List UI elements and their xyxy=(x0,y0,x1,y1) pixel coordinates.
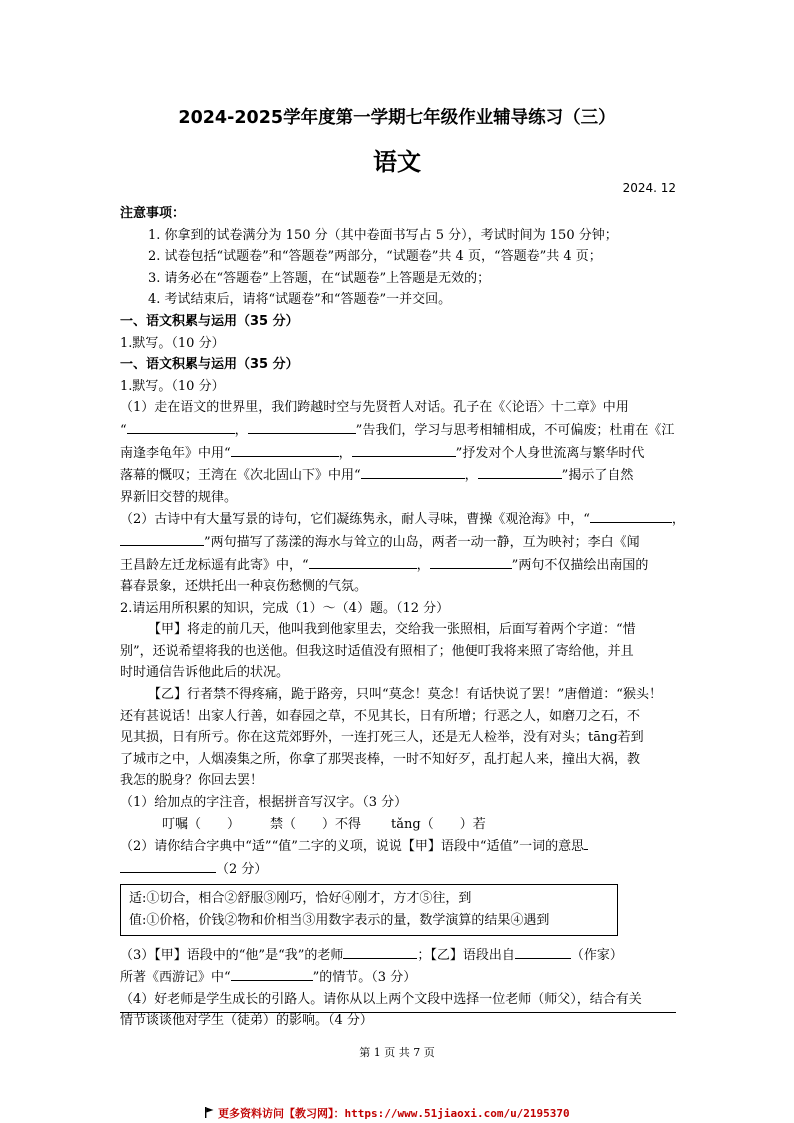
answer-blank[interactable] xyxy=(231,966,313,981)
q2-sub3 xyxy=(120,944,676,967)
notice-item: 4. 考试结束后，请将“试题卷”和“答题卷”一并交回。 xyxy=(148,292,452,308)
question-1-stem: 1.默写。（10 分） xyxy=(120,335,225,351)
answer-blank[interactable] xyxy=(309,554,417,569)
text: 南逢李龟年》中用“ xyxy=(120,445,231,461)
q1-2-line3 xyxy=(120,554,676,577)
answer-blank[interactable] xyxy=(361,464,465,479)
answer-blank[interactable] xyxy=(478,464,562,479)
footer-link[interactable] xyxy=(204,1105,570,1121)
text: ”的情节。（3 分） xyxy=(312,970,417,986)
q2-sub1: （1）给加点的字注音，根据拼音写汉字。（3 分） xyxy=(120,795,408,811)
pinyin-item: 禁（ ）不得 xyxy=(270,816,362,832)
text: ， xyxy=(671,512,685,528)
q1-1-line4 xyxy=(120,464,676,487)
text: “ xyxy=(120,422,127,438)
text: ， xyxy=(464,468,478,484)
text: （2 分） xyxy=(216,861,268,877)
q1-1-line5: 界新旧交替的规律。 xyxy=(120,489,238,505)
answer-blank[interactable] xyxy=(248,419,356,434)
text: 王昌龄左迁龙标遥有此寄》中，“ xyxy=(120,557,309,573)
pinyin-item: tǎng（ ）若 xyxy=(391,816,486,832)
answer-blank[interactable] xyxy=(515,944,571,959)
answer-blank[interactable] xyxy=(430,554,512,569)
text: ， xyxy=(338,445,352,461)
text: ”两句不仅描绘出南国的 xyxy=(511,557,649,573)
q1-1-line1: （1）走在语文的世界里，我们跨越时空与先贤哲人对话。孔子在《〈论语〉十二章》中用 xyxy=(120,400,629,416)
q1-2-line4: 暮春景象，还烘托出一种哀伤愁恻的气氛。 xyxy=(120,579,368,595)
text: （3）【甲】语段中的“他”是“我”的老师 xyxy=(120,947,344,963)
pinyin-items xyxy=(120,814,676,836)
text: ”两句描写了荡漾的海水与耸立的山岛，两者一动一静，互为映衬；李白《闻 xyxy=(204,534,640,550)
answer-blank[interactable] xyxy=(120,531,204,546)
text: ”告我们，学习与思考相辅相成，不可偏废；杜甫在《江 xyxy=(355,422,675,438)
text: （作家） xyxy=(570,947,623,963)
answer-line[interactable] xyxy=(120,1012,676,1013)
text: （2）古诗中有大量写景的诗句，它们凝练隽永，耐人寻味，曹操《观沧海》中，“ xyxy=(120,512,590,528)
question-1-stem-repeat: 1.默写。（10 分） xyxy=(120,378,225,394)
page-number: 第 1 页 共 7 页 xyxy=(359,1046,435,1059)
passage-yi-line: 见其损，日有所亏。你在这荒郊野外，一连打死三人，还是无人检举，没有对头；tāng若到 xyxy=(120,730,644,746)
passage-yi-line: 我怎的脱身？你回去罢！ xyxy=(120,773,264,789)
dictionary-entry-shi: 适:①切合，相合②舒服③刚巧，恰好④刚才，方才⑤往，到 xyxy=(129,891,472,907)
notice-heading: 注意事项： xyxy=(120,206,186,221)
page-title: 2024-2025学年度第一学期七年级作业辅导练习（三） xyxy=(178,108,616,128)
answer-blank[interactable] xyxy=(231,442,339,457)
q2-sub3-line2 xyxy=(120,966,676,989)
answer-blank[interactable] xyxy=(584,835,588,850)
text: ”揭示了自然 xyxy=(561,468,634,484)
text: ”抒发对个人身世流离与繁华时代 xyxy=(455,445,645,461)
q1-2-line1 xyxy=(120,508,685,531)
q1-2-line2 xyxy=(120,531,676,554)
text: 所著《西游记》中“ xyxy=(120,970,231,986)
q2-sub4-line: （4）好老师是学生成长的引路人。请你从以上两个文段中选择一位老师（师父），结合有关 xyxy=(120,991,642,1007)
content xyxy=(120,203,685,1032)
passage-jia-line: 别”，还说希望将我的也送他。但我这时适值没有照相了；他便叮我将来照了寄给他，并且 xyxy=(120,643,634,659)
dictionary-box xyxy=(120,884,618,935)
q2-sub4-line: 情节谈谈他对学生（徒弟）的影响。（4 分） xyxy=(120,1013,373,1029)
answer-blank[interactable] xyxy=(120,858,216,873)
pinyin-item: 叮嘱（ ） xyxy=(162,816,241,832)
notice-item: 1. 你拿到的试卷满分为 150 分（其中卷面书写占 5 分），考试时间为 150 分钟； xyxy=(148,227,618,243)
notice-item: 2. 试卷包括“试题卷”和“答题卷”两部分，“试题卷”共 4 页，“答题卷”共 4 页； xyxy=(148,249,602,265)
q1-1-line2 xyxy=(120,419,676,442)
text: （2）请你结合字典中“适”“值”二字的义项，说说【甲】语段中“适值”一词的意思 xyxy=(120,839,585,855)
passage-jia-line: 时时通信告诉他此后的状况。 xyxy=(120,665,290,681)
subject-title: 语文 xyxy=(373,148,421,176)
exam-date: 2024. 12 xyxy=(622,181,676,195)
text: ， xyxy=(416,557,430,573)
notice-item: 3. 请务必在“答题卷”上答题，在“试题卷”上答题是无效的； xyxy=(148,270,491,286)
answer-blank[interactable] xyxy=(590,508,672,523)
passage-yi-line: 还有甚说话！出家人行善，如春园之草，不见其长，日有所增；行恶之人，如磨刀之石，不 xyxy=(120,708,641,724)
answer-blank[interactable] xyxy=(343,944,417,959)
text: ， xyxy=(234,422,248,438)
flag-icon xyxy=(204,1107,214,1118)
q2-sub2 xyxy=(120,835,676,858)
q1-1-line3 xyxy=(120,442,676,465)
text: ；【乙】语段出自 xyxy=(417,947,515,963)
section-heading: 一、语文积累与运用（35 分） xyxy=(120,313,299,329)
passage-yi-line: 【乙】行者禁不得疼痛，跪于路旁，只叫“莫念！莫念！有话快说了罢！”唐僧道：“猴头！ xyxy=(148,687,662,703)
passage-yi-line: 了城市之中，人烟凑集之所，你拿了那哭丧棒，一时不知好歹，乱打起人来，撞出大祸，教 xyxy=(120,751,641,767)
dictionary-entry-zhi: 值:①价格，价钱②物和价相当③用数字表示的量，数学演算的结果④遇到 xyxy=(129,913,550,928)
text: 落幕的慨叹；王湾在《次北固山下》中用“ xyxy=(120,468,361,484)
footer-link-text[interactable]: 更多资料访问【教习网】：https://www.51jiaoxi.com/u/2195370 xyxy=(218,1107,570,1120)
q2-sub2-line2 xyxy=(120,858,676,881)
passage-jia-line: 【甲】将走的前几天，他叫我到他家里去，交给我一张照相，后面写着两个字道：“惜 xyxy=(148,622,636,638)
answer-blank[interactable] xyxy=(127,419,235,434)
section-heading-repeat: 一、语文积累与运用（35 分） xyxy=(120,357,299,373)
answer-blank[interactable] xyxy=(352,442,456,457)
question-2-stem: 2.请运用所积累的知识，完成（1）～（4）题。（12 分） xyxy=(120,600,450,616)
